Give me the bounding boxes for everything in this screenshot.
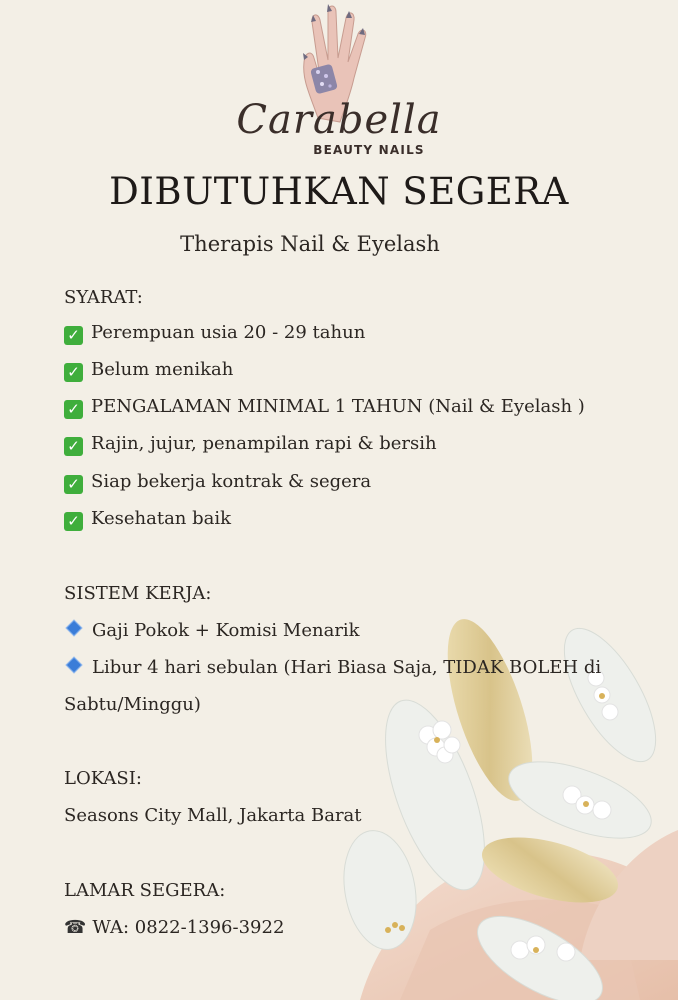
location-value: Seasons City Mall, Jakarta Barat — [64, 805, 362, 826]
position-title: Therapis Nail & Eyelash — [180, 232, 440, 256]
location-title: LOKASI: — [64, 768, 142, 789]
contact-line: ☎ WA: 0822-1396-3922 — [64, 917, 285, 938]
work-system-item-continued: Sabtu/Minggu) — [64, 694, 201, 715]
requirement-item: ✓ Siap bekerja kontrak & segera — [64, 471, 371, 494]
brand-name: Carabella — [236, 97, 442, 143]
requirement-item: ✓ PENGALAMAN MINIMAL 1 TAHUN (Nail & Eyelash ) — [64, 396, 585, 419]
requirement-item: ✓ Kesehatan baik — [64, 508, 231, 531]
work-system-title: SISTEM KERJA: — [64, 583, 212, 604]
requirement-item: ✓ Rajin, jujur, penampilan rapi & bersih — [64, 433, 437, 456]
check-icon: ✓ — [64, 400, 83, 419]
diamond-bullet-icon — [66, 657, 83, 674]
work-system-item: Gaji Pokok + Komisi Menarik — [64, 620, 360, 642]
brand-tagline: BEAUTY NAILS — [313, 143, 425, 157]
requirement-item: ✓ Perempuan usia 20 - 29 tahun — [64, 322, 365, 345]
check-icon: ✓ — [64, 363, 83, 382]
work-system-item: Libur 4 hari sebulan (Hari Biasa Saja, TIDAK BOLEH di — [64, 657, 601, 679]
requirement-item: ✓ Belum menikah — [64, 359, 233, 382]
check-icon: ✓ — [64, 475, 83, 494]
check-icon: ✓ — [64, 437, 83, 456]
check-icon: ✓ — [64, 326, 83, 345]
diamond-bullet-icon — [66, 620, 83, 637]
requirements-title: SYARAT: — [64, 287, 143, 308]
headline: DIBUTUHKAN SEGERA — [109, 170, 569, 213]
phone-icon: ☎ — [64, 917, 87, 938]
apply-title: LAMAR SEGERA: — [64, 880, 226, 901]
check-icon: ✓ — [64, 512, 83, 531]
